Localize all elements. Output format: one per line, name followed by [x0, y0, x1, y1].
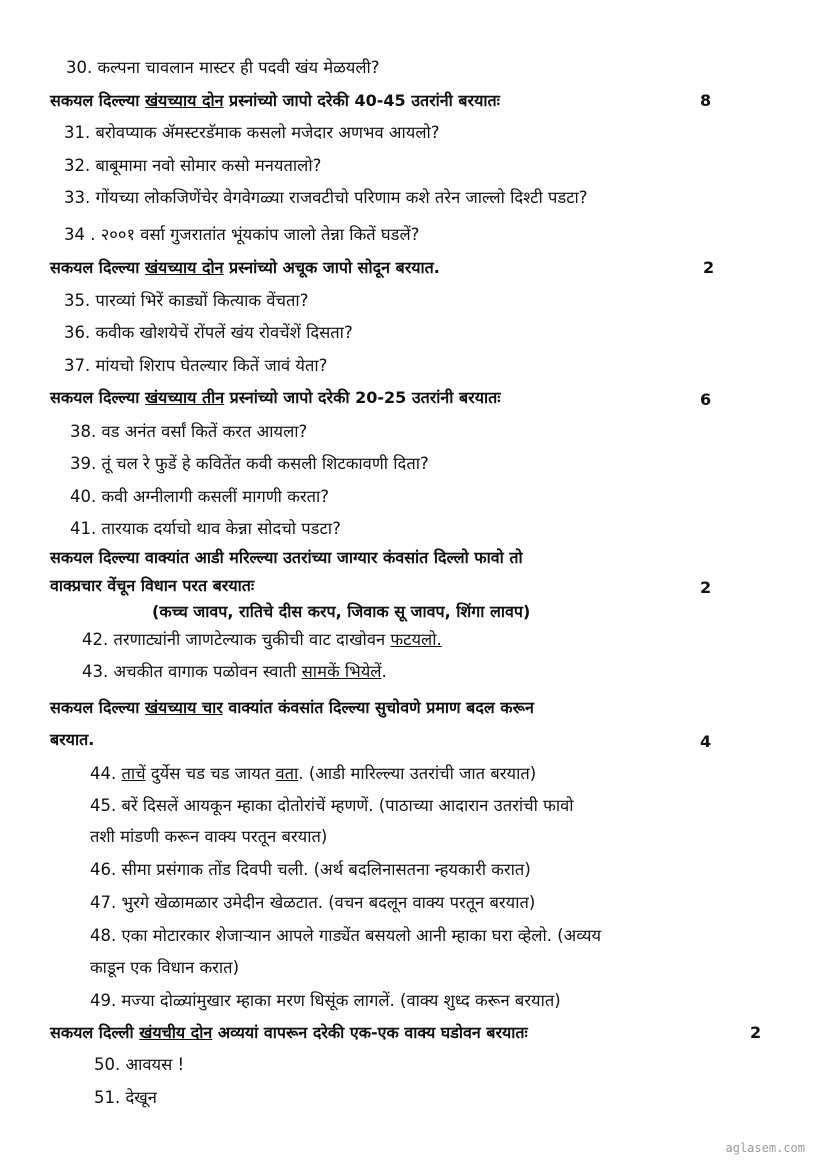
section-heading-idioms-line2: वाक्प्रचार वेंचून विधान परत बरयातः: [50, 576, 255, 595]
section-marks: 2: [700, 578, 712, 597]
question-underlined: ताचें: [121, 764, 146, 783]
heading-underlined: खंयच्याय दोन: [144, 258, 224, 277]
question-46: 46. सीमा प्रसंगाक तोंड दिवपी चली. (अर्थ बदलिनासतना न्हयकारी करात): [90, 860, 531, 879]
question-text: .: [381, 662, 387, 681]
question-49: 49. मज्या दोळ्यांमुखार म्हाका मरण धिसूंक लागलें. (वाक्य शुध्द करून बरयात): [90, 991, 561, 1010]
heading-underlined: खंयच्याय तीन: [144, 388, 225, 407]
question-37: 37. मांयचो शिराप घेतल्यार कितें जावं येता?: [64, 356, 328, 375]
question-38: 38. वड अनंत वर्सां कितें करत आयला?: [70, 422, 308, 441]
question-48-continued: काडून एक विधान करात): [90, 958, 240, 977]
question-42: [82, 628, 442, 652]
question-35: 35. पारव्यां भिरें काड्यों कित्याक वेंचता?: [64, 291, 309, 310]
question-underlined: वता: [275, 764, 299, 783]
heading-text: प्रस्नांच्यो जापो दरेकी 40-45 उतरांनी बरयातः: [223, 91, 500, 110]
question-41: 41. तारयाक दर्याचो थाव केन्ना सोदचो पडटा?: [70, 519, 341, 538]
section-marks: 8: [700, 91, 712, 110]
heading-text: सकयल दिल्ली: [50, 1023, 140, 1042]
question-30: 30. कल्पना चावलान मास्टर ही पदवी खंय मेळयली?: [66, 58, 380, 77]
question-48: 48. एका मोटारकार शेजाऱ्यान आपले गाड्येंत बसयलो आनी म्हाका घरा व्हेलो. (अव्यय: [90, 926, 602, 945]
question-40: 40. कवी अग्नीलागी कसलीं मागणी करता?: [70, 487, 330, 506]
question-50: 50. आवयस !: [94, 1055, 185, 1074]
section-marks: 2: [750, 1023, 762, 1042]
heading-underlined: खंयचीय दोन: [139, 1023, 213, 1042]
section-heading-long-answers: [50, 89, 500, 113]
heading-text: सकयल दिल्ल्या: [50, 91, 145, 110]
heading-text: सकयल दिल्ल्या: [50, 388, 145, 407]
watermark: aglasem.com: [725, 1141, 805, 1155]
question-45: 45. बरें दिसलें आयकून म्हाका दोतोरांचें म्हणणें. (पाठाच्या आदारान उतरांची फावो: [90, 796, 574, 815]
question-45-continued: तशी मांडणी करून वाक्य परतून बरयात): [90, 827, 328, 846]
section-marks: 6: [700, 390, 712, 409]
question-underlined: सामकें भियेलें: [301, 662, 382, 681]
section-heading-transform: [50, 696, 534, 720]
section-heading-avyay: [50, 1021, 528, 1045]
section-heading-transform-line2: बरयात.: [50, 730, 95, 749]
heading-text: अव्ययां वापरून दरेकी एक-एक वाक्य घडोवन बरयातः: [212, 1023, 528, 1042]
section-heading-one-word: [50, 256, 440, 280]
question-31: 31. बरोवप्याक ॲमस्टरडॅमाक कसलो मजेदार अणभव आयलो?: [64, 123, 440, 142]
question-51: 51. देखून: [94, 1088, 157, 1107]
section-marks: 4: [700, 732, 712, 751]
question-number: 44.: [90, 764, 122, 783]
heading-text: प्रस्नांच्यो जापो दरेकी 20-25 उतरांनी बरयातः: [224, 388, 501, 407]
question-39: 39. तूं चल रे फुडें हे कवितेंत कवी कसली शिटकावणी दिता?: [70, 454, 429, 473]
question-text: दुर्येस चड चड जायत: [145, 764, 276, 783]
heading-underlined: खंयच्याय चार: [144, 698, 223, 717]
heading-text: सकयल दिल्ल्या: [50, 258, 145, 277]
question-44: [90, 762, 536, 786]
question-underlined: फटयलो.: [390, 630, 442, 649]
section-heading-idioms: सकयल दिल्ल्या वाक्यांत आडी मरिल्ल्या उतरांच्या जाग्यार कंवसांत दिल्लो फावो तो: [50, 548, 523, 567]
question-47: 47. भुरगे खेळामळार उमेदीन खेळटात. (वचन बदलून वाक्य परतून बरयात): [90, 893, 536, 912]
question-32: 32. बाबूमामा नवो सोमार कसो मनयतालो?: [64, 156, 322, 175]
question-text: 43. अचकीत वागाक पळोवन स्वाती: [82, 662, 302, 681]
heading-underlined: खंयच्याय दोन: [144, 91, 224, 110]
question-text: 42. तरणाट्यांनी जाणटेल्याक चुकीची वाट दाखोवन: [82, 630, 391, 649]
heading-text: वाक्यांत कंवसांत दिल्ल्या सुचोवणे प्रमाण बदल करून: [222, 698, 534, 717]
section-heading-short-answers: [50, 386, 500, 410]
section-marks: 2: [703, 258, 715, 277]
heading-text: प्रस्नांच्यो अचूक जापो सोदून बरयात.: [223, 258, 440, 277]
question-34: 34 . २००१ वर्सा गुजरातांत भूंयकांप जालो तेन्ना कितें घडलें?: [64, 225, 420, 244]
question-43: [82, 660, 387, 684]
question-36: 36. कवीक खोशयेचें रोंपलें खंय रोवचेंशें दिसता?: [64, 323, 353, 342]
question-33: 33. गोंयच्या लोकजिणेंचेर वेगवेगळ्या राजवटीचो परिणाम कशे तरेन जाल्लो दिश्टी पडटा?: [64, 188, 588, 207]
heading-text: सकयल दिल्ल्या: [50, 698, 145, 717]
question-text: . (आडी मारिल्ल्या उतरांची जात बरयात): [298, 764, 537, 783]
idiom-options: (कच्च जावप, रातिचे दीस करप, जिवाक सू जावप, शिंगा लावप): [152, 602, 531, 621]
